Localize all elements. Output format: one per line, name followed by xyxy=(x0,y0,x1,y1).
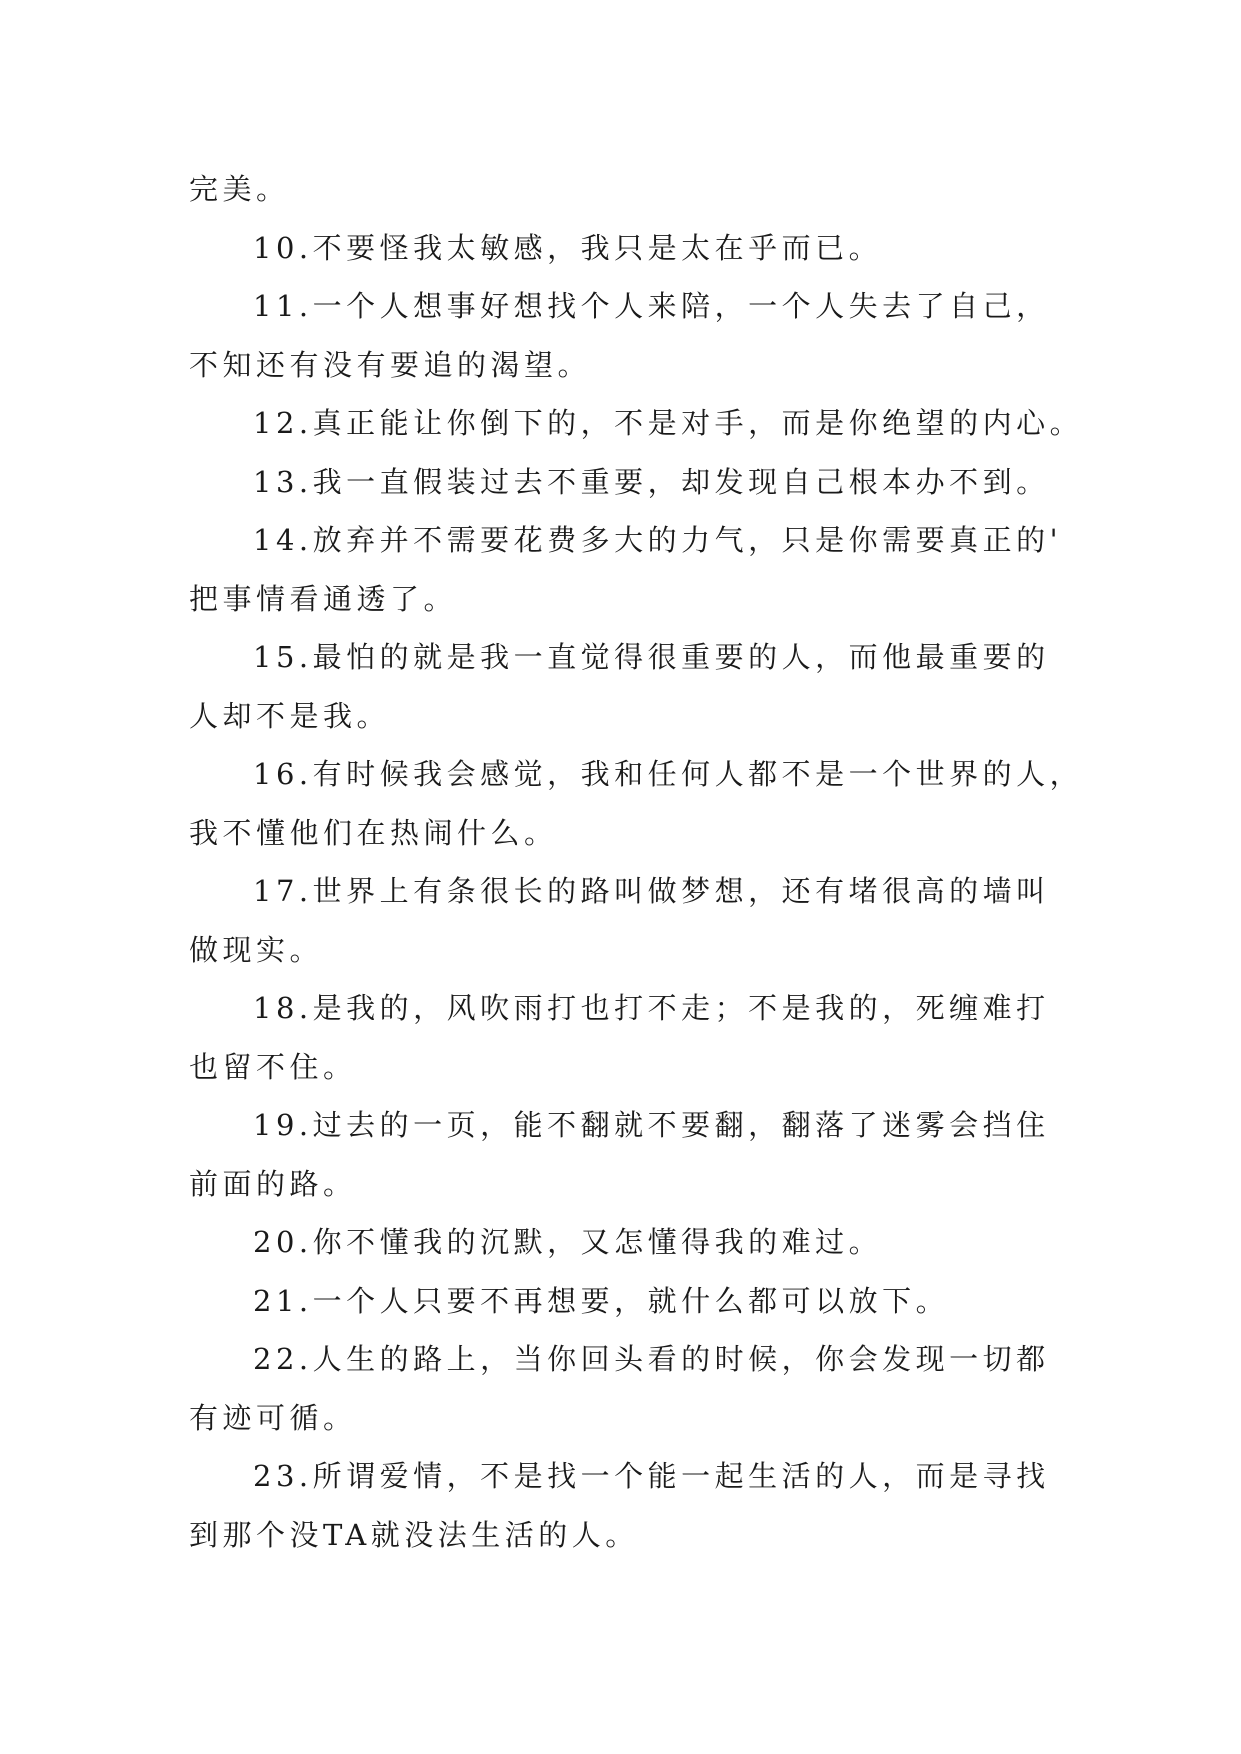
text-line: 到那个没TA就没法生活的人。 xyxy=(189,1517,639,1552)
text-line: 不知还有没有要追的渴望。 xyxy=(189,347,592,382)
text-line: 23.所谓爱情，不是找一个能一起生活的人，而是寻找 xyxy=(253,1459,1050,1493)
paragraph-item-20 xyxy=(189,1213,1069,1272)
text-line: 14.放弃并不需要花费多大的力气，只是你需要真正的' xyxy=(253,523,1063,557)
paragraph-item-18 xyxy=(189,979,1069,1096)
paragraph-item-16 xyxy=(189,745,1084,862)
paragraph-item-21 xyxy=(189,1272,1069,1331)
text-line: 我不懂他们在热闹什么。 xyxy=(189,815,558,850)
paragraph-item-10 xyxy=(189,219,1069,278)
paragraph-item-17 xyxy=(189,862,1069,979)
text-line: 21.一个人只要不再想要，就什么都可以放下。 xyxy=(253,1283,950,1318)
text-line: 10.不要怪我太敏感，我只是太在乎而已。 xyxy=(253,230,883,265)
text-line: 也留不住。 xyxy=(189,1049,357,1084)
text-line: 12.真正能让你倒下的，不是对手，而是你绝望的内心。 xyxy=(253,406,1084,440)
text-line: 22.人生的路上，当你回头看的时候，你会发现一切都 xyxy=(253,1342,1050,1376)
paragraph-item-14 xyxy=(189,511,1069,628)
text-line: 15.最怕的就是我一直觉得很重要的人，而他最重要的 xyxy=(253,640,1050,674)
paragraph-item-22 xyxy=(189,1330,1069,1447)
paragraph-continuation xyxy=(189,160,1069,219)
paragraph-item-19 xyxy=(189,1096,1069,1213)
document-page xyxy=(189,160,1084,1564)
text-line: 完美。 xyxy=(189,172,290,206)
text-line: 前面的路。 xyxy=(189,1166,357,1201)
text-line: 19.过去的一页，能不翻就不要翻，翻落了迷雾会挡住 xyxy=(253,1108,1050,1142)
text-line: 有迹可循。 xyxy=(189,1400,357,1435)
text-line: 做现实。 xyxy=(189,932,324,967)
paragraph-item-12 xyxy=(189,394,1084,453)
text-line: 把事情看通透了。 xyxy=(189,581,458,616)
paragraph-item-15 xyxy=(189,628,1069,745)
text-line: 11.一个人想事好想找个人来陪，一个人失去了自己， xyxy=(253,289,1050,323)
paragraph-item-11 xyxy=(189,277,1069,394)
text-line: 17.世界上有条很长的路叫做梦想，还有堵很高的墙叫 xyxy=(253,874,1050,908)
paragraph-item-23 xyxy=(189,1447,1069,1564)
text-line: 18.是我的，风吹雨打也打不走；不是我的，死缠难打 xyxy=(253,991,1050,1025)
paragraph-item-13 xyxy=(189,453,1069,512)
text-line: 16.有时候我会感觉，我和任何人都不是一个世界的人， xyxy=(253,757,1084,791)
text-line: 20.你不懂我的沉默，又怎懂得我的难过。 xyxy=(253,1225,883,1259)
text-line: 13.我一直假装过去不重要，却发现自己根本办不到。 xyxy=(253,464,1050,499)
text-line: 人却不是我。 xyxy=(189,698,391,733)
